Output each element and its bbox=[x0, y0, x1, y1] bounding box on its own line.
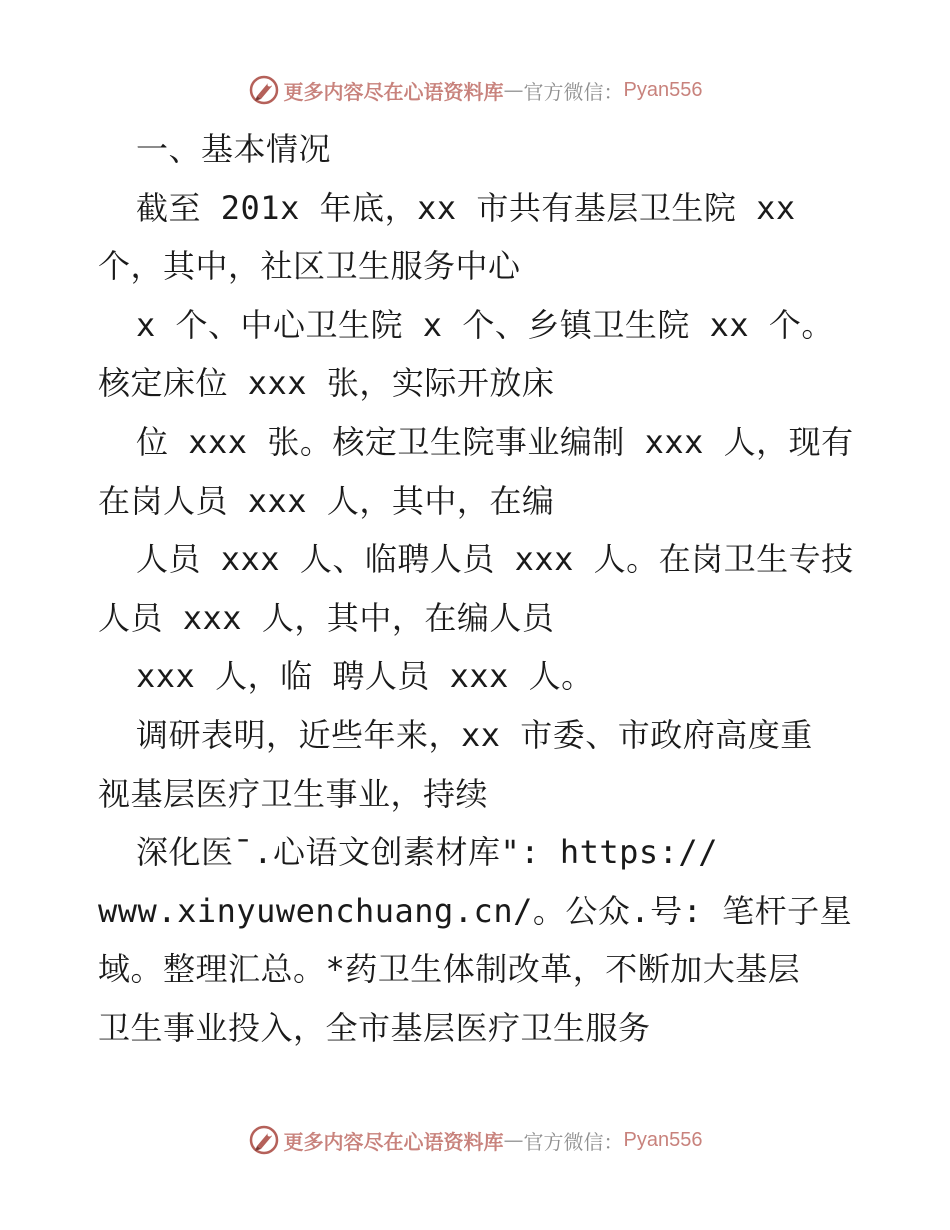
banner-wechat-id: Pyan556 bbox=[623, 78, 703, 101]
banner-wechat-id: Pyan556 bbox=[623, 1128, 703, 1151]
paragraph-line: 在岗人员 xxx 人，其中，在编 bbox=[98, 481, 555, 520]
paragraph-line: 调研表明，近些年来，xx 市委、市政府高度重 bbox=[136, 715, 813, 754]
paragraph-line: www.xinyuwenchuang.cn/。公众.号: 笔杆子星 bbox=[98, 891, 853, 930]
footer-watermark-banner bbox=[0, 1120, 950, 1160]
paragraph-line: 个，其中，社区卫生服务中心 bbox=[98, 247, 521, 286]
banner-wechat-label: 官方微信： bbox=[523, 79, 624, 104]
section-heading: 一、基本情况 bbox=[136, 130, 332, 168]
paragraph-line: 视基层医疗卫生事业，持续 bbox=[98, 774, 489, 813]
paragraph-line: 深化医¯.心语文创素材库": https:// bbox=[136, 833, 718, 872]
banner-text: 更多内容尽在心语资料库 bbox=[283, 79, 504, 104]
quill-pen-logo-icon bbox=[248, 74, 280, 106]
paragraph-line: 核定床位 xxx 张，实际开放床 bbox=[98, 364, 555, 403]
banner-dash: — bbox=[503, 78, 524, 102]
paragraph-line: 卫生事业投入，全市基层医疗卫生服务 bbox=[98, 1008, 651, 1047]
paragraph-line: 截至 201x 年底，xx 市共有基层卫生院 xx bbox=[136, 188, 796, 227]
paragraph-line: 人员 xxx 人、临聘人员 xxx 人。在岗卫生专技 bbox=[136, 540, 854, 579]
paragraph-line: 域。整理汇总。*药卫生体制改革，不断加大基层 bbox=[98, 950, 801, 989]
document-body bbox=[98, 120, 868, 1058]
banner-wechat-label: 官方微信： bbox=[523, 1129, 624, 1154]
paragraph-line: 位 xxx 张。核定卫生院事业编制 xxx 人，现有 bbox=[136, 422, 854, 461]
paragraph-line: 人员 xxx 人，其中，在编人员 bbox=[98, 598, 555, 637]
banner-dash: — bbox=[503, 1128, 524, 1152]
paragraph-line: x 个、中心卫生院 x 个、乡镇卫生院 xx 个。 bbox=[136, 305, 834, 344]
paragraph-line: xxx 人，临 聘人员 xxx 人。 bbox=[136, 657, 594, 696]
header-watermark-banner bbox=[0, 70, 950, 110]
banner-text: 更多内容尽在心语资料库 bbox=[283, 1129, 504, 1154]
quill-pen-logo-icon bbox=[248, 1124, 280, 1156]
